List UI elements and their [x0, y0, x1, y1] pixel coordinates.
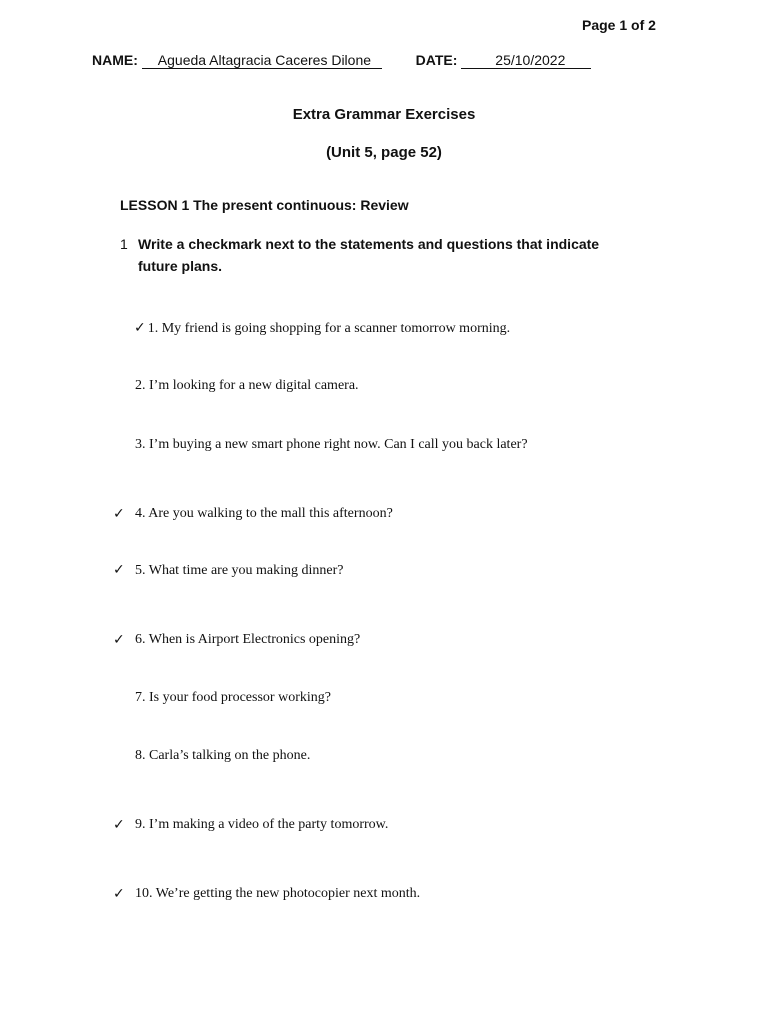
checkmark-icon: ✓: [113, 817, 125, 833]
date-value: 25/10/2022: [461, 53, 591, 69]
checkmark-icon: ✓: [113, 632, 125, 648]
name-value: Agueda Altagracia Caceres Dilone: [142, 53, 382, 69]
name-label: NAME:: [92, 52, 138, 68]
instruction-text: Write a checkmark next to the statements and questions that indicate future plans.: [138, 236, 600, 274]
exercise-item-3: [135, 437, 528, 453]
item-text: 3. I’m buying a new smart phone right now. Can I call you back later?: [135, 437, 528, 452]
header-row: [92, 52, 591, 69]
item-text: 10. We’re getting the new photocopier next month.: [135, 886, 421, 901]
exercise-item-8: [135, 748, 310, 764]
item-text: 4. Are you walking to the mall this afternoon?: [135, 506, 393, 521]
checkmark-icon: ✓: [113, 506, 125, 522]
instruction-number: 1: [120, 236, 128, 252]
item-text: 2. I’m looking for a new digital camera.: [135, 378, 359, 393]
page-number: Page 1 of 2: [582, 17, 656, 33]
instruction: [120, 233, 620, 277]
item-text: 1. My friend is going shopping for a scanner tomorrow morning.: [147, 321, 511, 336]
exercise-item-7: [135, 690, 331, 706]
item-text: 6. When is Airport Electronics opening?: [135, 632, 361, 647]
item-text: 5. What time are you making dinner?: [135, 563, 344, 578]
checkmark-icon: ✓: [113, 562, 125, 578]
checkmark-icon: ✓: [113, 886, 125, 902]
item-text: 7. Is your food processor working?: [135, 690, 331, 705]
lesson-heading: LESSON 1 The present continuous: Review: [120, 197, 409, 213]
checkmark-icon: ✓: [134, 320, 146, 336]
document-title: Extra Grammar Exercises: [292, 106, 476, 123]
item-text: 9. I’m making a video of the party tomorrow.: [135, 817, 389, 832]
exercise-item-2: [135, 378, 359, 394]
exercise-item-1: [134, 320, 510, 337]
date-label: DATE:: [415, 52, 458, 68]
document-subtitle: (Unit 5, page 52): [326, 144, 442, 161]
item-text: 8. Carla’s talking on the phone.: [135, 748, 311, 763]
